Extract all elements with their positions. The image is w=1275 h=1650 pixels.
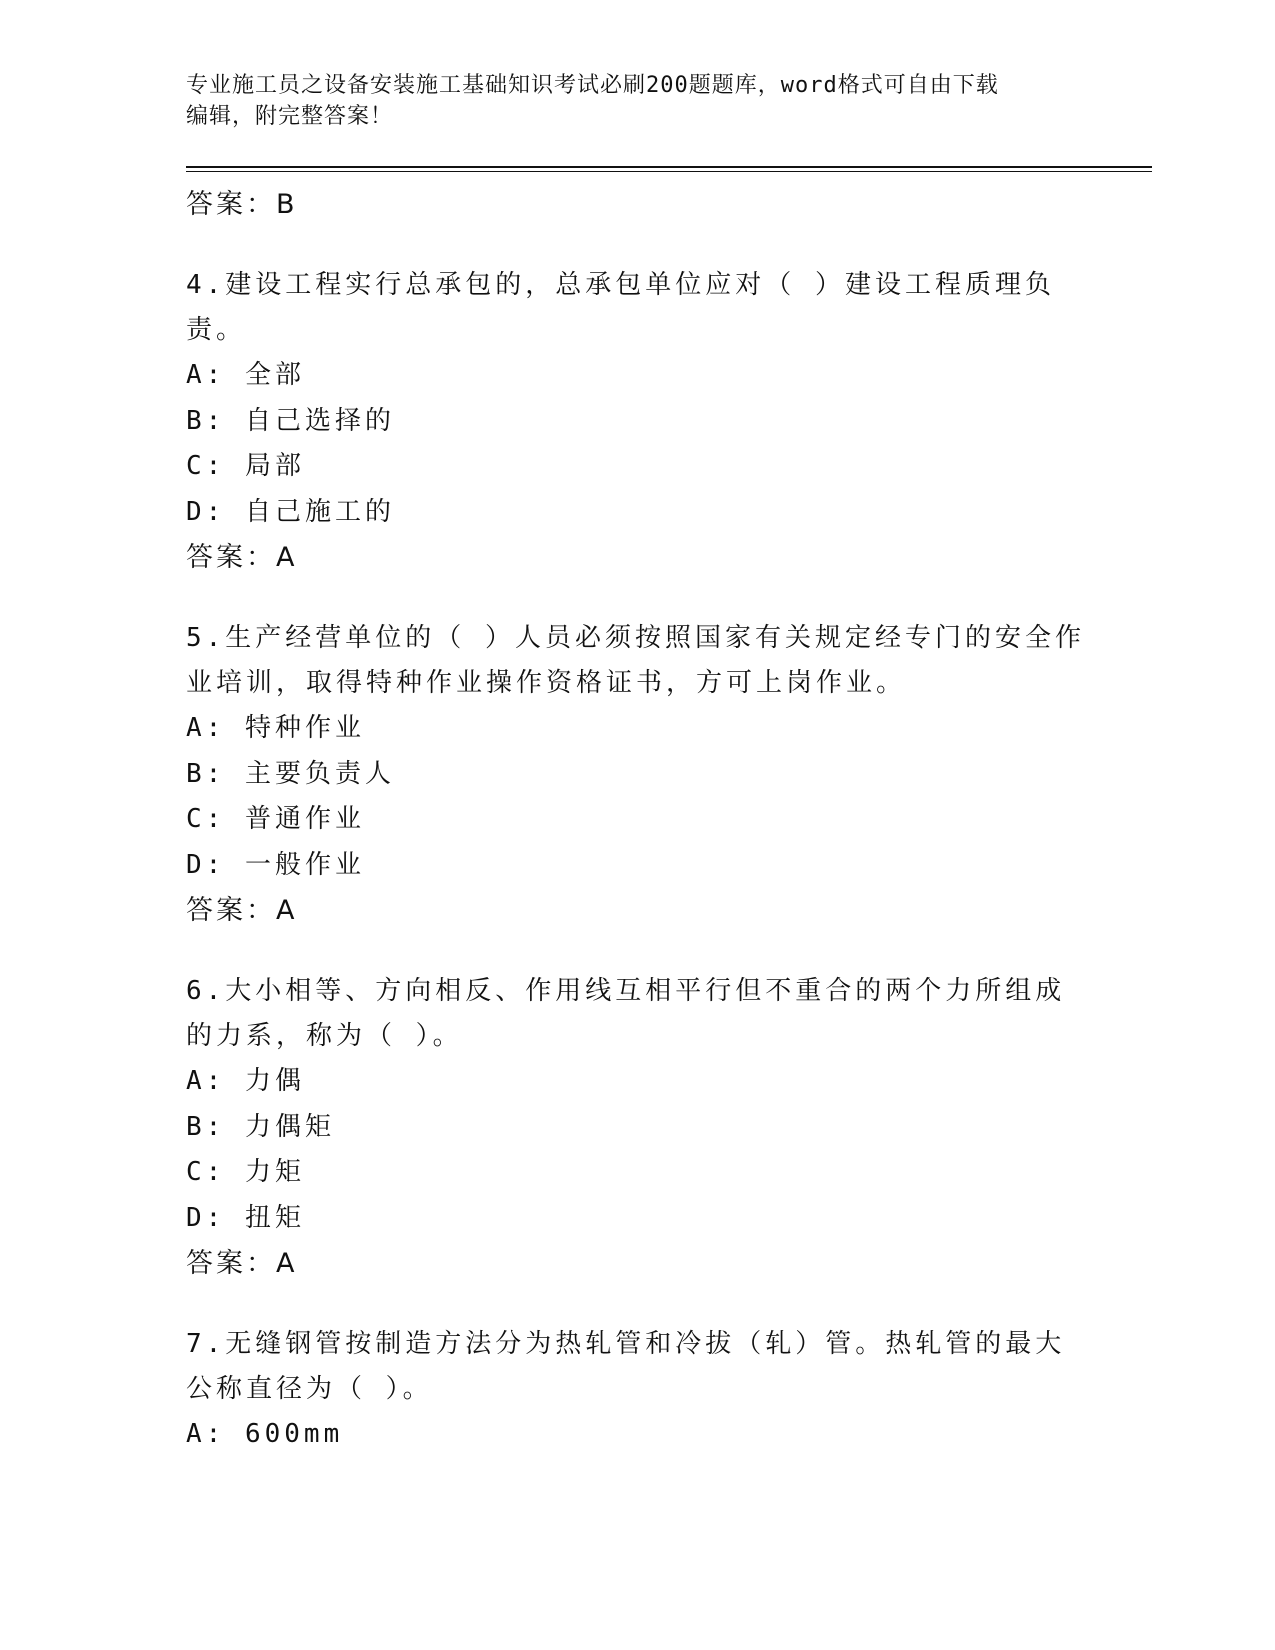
option-b: B: 主要负责人 [186,758,395,789]
question-text: 5.生产经营单位的（ ）人员必须按照国家有关规定经专门的安全作业培训，取得特种作业操作资格证书，方可上岗作业。 [186,623,1085,698]
answer-line: 答案：B [186,189,298,220]
answer-line: 答案：A [186,895,298,926]
option-b: B: 自己选择的 [186,405,395,436]
option-b: B: 力偶矩 [186,1111,335,1142]
header-divider [186,166,1152,172]
option-c: C: 力矩 [186,1157,305,1187]
answer-line: 答案：A [186,1248,298,1279]
option-d: D: 一般作业 [186,849,365,880]
header-line-1: 专业施工员之设备安装施工基础知识考试必刷200题题库，word格式可自由下载 [186,73,999,98]
question-text: 4.建设工程实行总承包的，总承包单位应对（ ）建设工程质理负责。 [186,270,1055,345]
question-text: 6.大小相等、方向相反、作用线互相平行但不重合的两个力所组成的力系，称为（ ）。 [186,976,1066,1051]
option-a: A: 力偶 [186,1066,305,1096]
answer-line: 答案：A [186,542,298,573]
option-a: A: 600mm [186,1419,344,1449]
option-d: D: 扭矩 [186,1202,305,1233]
option-a: A: 全部 [186,360,305,390]
option-d: D: 自己施工的 [186,496,395,527]
header-line-2: 编辑，附完整答案！ [186,104,394,129]
document-header [186,70,1066,132]
option-a: A: 特种作业 [186,713,365,743]
option-c: C: 局部 [186,451,305,481]
question-text: 7.无缝钢管按制造方法分为热轧管和冷拔（轧）管。热轧管的最大公称直径为（ ）。 [186,1329,1066,1404]
option-c: C: 普通作业 [186,804,365,834]
document-page [186,70,1146,1458]
